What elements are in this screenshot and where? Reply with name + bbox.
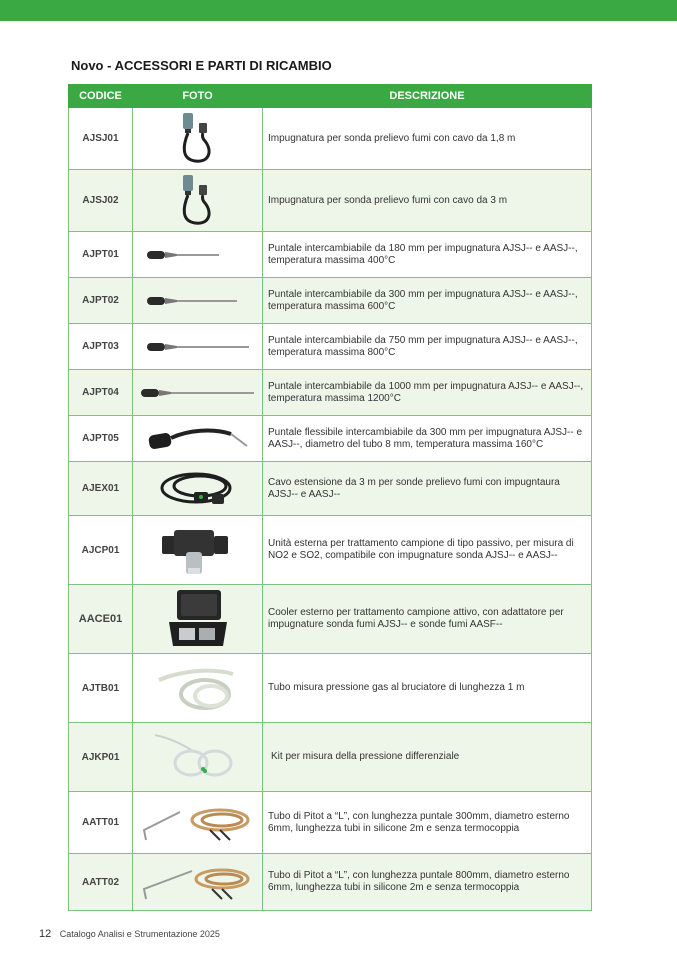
accessories-table <box>68 84 592 911</box>
product-code: AACE01 <box>69 585 133 654</box>
table-row <box>69 324 592 370</box>
column-header-photo: FOTO <box>133 85 263 108</box>
product-photo <box>133 370 263 416</box>
table-row <box>69 278 592 324</box>
product-description: Tubo di Pitot a “L”, con lunghezza puntale 800mm, diametro esterno 6mm, lunghezza tubi in silicone 2m e senza termocoppia <box>263 854 592 911</box>
product-description: Puntale flessibile intercambiabile da 300 mm per impugnatura AJSJ-- e AASJ--, diametro del tubo 8 mm, temperatura massima 160°C <box>263 416 592 462</box>
table-row <box>69 232 592 278</box>
product-code: AATT02 <box>69 854 133 911</box>
product-description: Impugnatura per sonda prelievo fumi con cavo da 3 m <box>263 170 592 232</box>
product-description: Unità esterna per trattamento campione di tipo passivo, per misura di NO2 e SO2, compatibile con impugnature sonda AJSJ-- e AASJ-- <box>263 516 592 585</box>
product-photo <box>133 516 263 585</box>
probe-tip-icon <box>143 339 253 355</box>
product-description: Cooler esterno per trattamento campione attivo, con adattatore per impugnature sonda fumi AJSJ-- e sonde fumi AASF-- <box>263 585 592 654</box>
table-row <box>69 462 592 516</box>
product-description: Puntale intercambiabile da 180 mm per impugnatura AJSJ-- e AASJ--, temperatura massima 400°C <box>263 232 592 278</box>
catalog-title: Catalogo Analisi e Strumentazione 2025 <box>59 929 220 939</box>
product-code: AJSJ01 <box>69 108 133 170</box>
product-photo <box>133 854 263 911</box>
product-photo <box>133 654 263 723</box>
product-photo <box>133 462 263 516</box>
table-row <box>69 108 592 170</box>
pressure-kit-icon <box>153 729 243 785</box>
table-row <box>69 170 592 232</box>
page-number: 12 <box>39 928 52 940</box>
product-photo <box>133 792 263 854</box>
cooler-case-icon <box>163 588 233 650</box>
product-description: Tubo misura pressione gas al bruciatore di lunghezza 1 m <box>263 654 592 723</box>
product-description: Tubo di Pitot a “L”, con lunghezza puntale 300mm, diametro esterno 6mm, lunghezza tubi in silicone 2m e senza termocoppia <box>263 792 592 854</box>
page-footer <box>39 928 220 940</box>
tube-icon <box>153 660 243 716</box>
flexible-probe-icon <box>143 422 253 456</box>
product-photo <box>133 278 263 324</box>
product-code: AJPT03 <box>69 324 133 370</box>
product-code: AJPT05 <box>69 416 133 462</box>
product-photo <box>133 170 263 232</box>
product-description: Impugnatura per sonda prelievo fumi con cavo da 1,8 m <box>263 108 592 170</box>
table-row <box>69 654 592 723</box>
product-description: Puntale intercambiabile da 750 mm per impugnatura AJSJ-- e AASJ--, temperatura massima 800°C <box>263 324 592 370</box>
product-code: AATT01 <box>69 792 133 854</box>
handle-cable-icon <box>173 173 223 229</box>
product-code: AJTB01 <box>69 654 133 723</box>
product-description: Puntale intercambiabile da 1000 mm per impugnatura AJSJ-- e AASJ--, temperatura massima 1200°C <box>263 370 592 416</box>
pitot-tube-icon <box>140 859 256 905</box>
probe-tip-icon <box>139 385 257 401</box>
table-header-row <box>69 85 592 108</box>
product-description: Cavo estensione da 3 m per sonde prelievo fumi con impugntaura AJSJ-- e AASJ-- <box>263 462 592 516</box>
handle-cable-icon <box>173 111 223 167</box>
product-photo <box>133 232 263 278</box>
table-row <box>69 416 592 462</box>
product-code: AJKP01 <box>69 723 133 792</box>
extension-cable-icon <box>150 464 246 514</box>
column-header-description: DESCRIZIONE <box>263 85 592 108</box>
probe-tip-icon <box>143 293 253 309</box>
product-description: Kit per misura della pressione differenziale <box>263 723 592 792</box>
product-photo <box>133 324 263 370</box>
table-row <box>69 854 592 911</box>
page-title: Novo - ACCESSORI E PARTI DI RICAMBIO <box>71 58 332 73</box>
product-photo <box>133 585 263 654</box>
column-header-code: CODICE <box>69 85 133 108</box>
product-code: AJPT02 <box>69 278 133 324</box>
top-green-bar <box>0 0 677 21</box>
table-row <box>69 585 592 654</box>
product-code: AJPT04 <box>69 370 133 416</box>
product-code: AJEX01 <box>69 462 133 516</box>
product-code: AJSJ02 <box>69 170 133 232</box>
product-photo <box>133 416 263 462</box>
product-photo <box>133 723 263 792</box>
pitot-tube-icon <box>140 800 256 846</box>
table-row <box>69 723 592 792</box>
table-row <box>69 370 592 416</box>
product-photo <box>133 108 263 170</box>
product-description: Puntale intercambiabile da 300 mm per impugnatura AJSJ-- e AASJ--, temperatura massima 600°C <box>263 278 592 324</box>
treatment-unit-icon <box>158 522 238 578</box>
table-row <box>69 516 592 585</box>
table-row <box>69 792 592 854</box>
probe-tip-icon <box>143 247 253 263</box>
product-code: AJPT01 <box>69 232 133 278</box>
product-code: AJCP01 <box>69 516 133 585</box>
